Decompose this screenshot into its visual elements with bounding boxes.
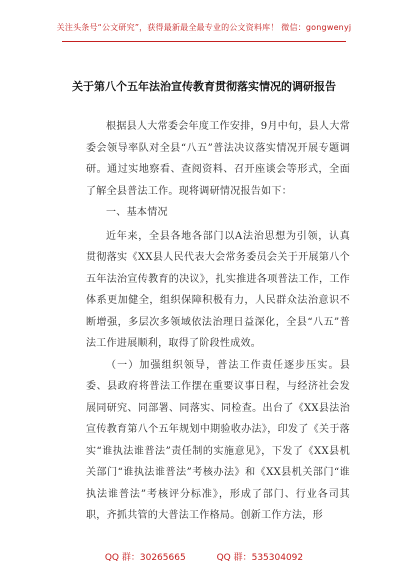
header-divider bbox=[62, 41, 346, 42]
footer-qq-group-1: QQ 群：30265665 bbox=[104, 553, 186, 563]
section-paragraph: 近年来，全县各地各部门以A法治思想为引领，认真贯彻落实《XX县人民代表大会常务委员会关于开展第八个五年法治宣传教育的决议》，扎实推进各项普法工作，工作体系更加健全，组织保障积极有力，人民群众法治意识不断增强，多层次多领域依法治理日益深化，全县“八五”普法工作进展顺利，取得了阶段性成效。 bbox=[86, 230, 350, 349]
section-heading: 一、基本情况 bbox=[106, 207, 168, 218]
subsection-paragraph: （一）加强组织领导，普法工作责任逐步压实。县委、县政府将普法工作摆在重要议事日程，与经济社会发展同研究、同部署、同落实、同检查。出台了《XX县法治宣传教育第八个五年规划中期验收办法》，印发了《关于落实“谁执法谁普法”责任制的实施意见》，下发了《XX县机关部门“谁执法谁普法”考核办法》和《XX县机关部门“谁执法谁普法”考核评分标准》，形成了部门、行业各司其职，齐抓共管的大普法工作格局。创新工作方法，形 bbox=[86, 359, 350, 521]
document-body bbox=[86, 116, 350, 527]
intro-paragraph: 根据县人大常委会年度工作安排，9月中旬，县人大常委会领导率队对全县“八五”普法决议落实情况开展专题调研。通过实地察看、查阅资料、召开座谈会等形式，全面了解全县普法工作。现将调研情况报告如下： bbox=[86, 121, 350, 197]
footer-contact bbox=[0, 550, 408, 563]
footer-qq-group-2: QQ 群：535304092 bbox=[216, 553, 304, 563]
document-title: 关于第八个五年法治宣传教育贯彻落实情况的调研报告 bbox=[72, 80, 336, 93]
header-note: 关注头条号“公文研究”，获得最新最全最专业的公文资料库！ 微信：gongwenyj bbox=[56, 23, 352, 32]
